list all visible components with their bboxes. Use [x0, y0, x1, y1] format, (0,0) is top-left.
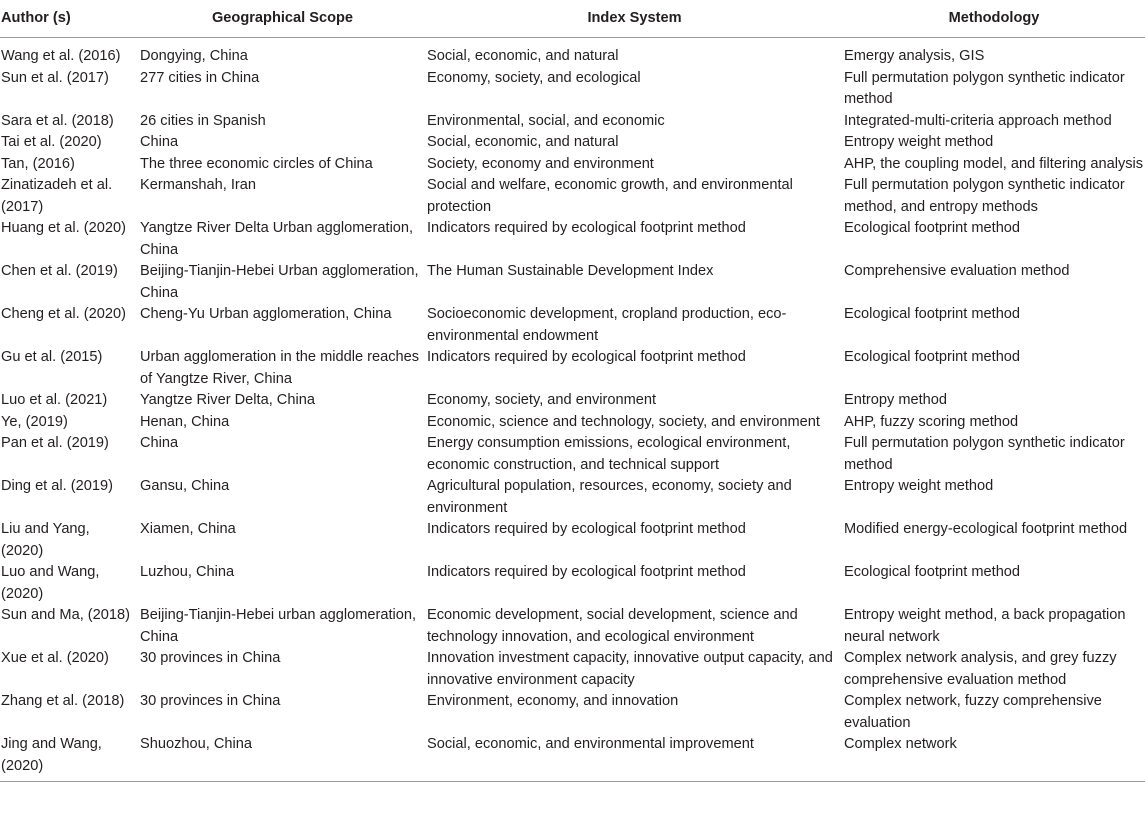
table-row — [0, 691, 1145, 734]
cell-methodology: Complex network analysis, and grey fuzzy comprehensive evaluation method — [844, 650, 1117, 688]
cell-methodology: Ecological footprint method — [844, 349, 1021, 365]
cell-index-system: Economic, science and technology, society, and environment — [427, 413, 820, 430]
cell-methodology: Modified energy-ecological footprint method — [844, 521, 1128, 537]
cell-methodology: Complex network, fuzzy comprehensive evaluation — [844, 693, 1102, 731]
cell-index-system: Social, economic, and natural — [427, 48, 619, 64]
header-author: Author (s) — [0, 0, 139, 38]
cell-index-system: Indicators required by ecological footprint method — [427, 564, 746, 580]
cell-geographical-scope: The three economic circles of China — [140, 155, 373, 172]
table-row — [0, 605, 1145, 648]
cell-index-system: Economy, society, and ecological — [427, 69, 641, 86]
cell-geographical-scope: China — [140, 435, 179, 451]
cell-index-system: Social and welfare, economic growth, and environmental protection — [427, 177, 793, 215]
cell-author: Huang et al. (2020) — [1, 220, 126, 236]
cell-geographical-scope: Shuozhou, China — [140, 736, 252, 752]
cell-geographical-scope: Urban agglomeration in the middle reaches of Yangtze River, China — [140, 349, 420, 387]
cell-geographical-scope: 26 cities in Spanish — [140, 112, 266, 129]
cell-geographical-scope: Yangtze River Delta Urban agglomeration, China — [140, 220, 414, 258]
cell-index-system: Social, economic, and natural — [427, 134, 619, 150]
cell-methodology: Entropy weight method — [844, 134, 994, 150]
cell-methodology: Comprehensive evaluation method — [844, 263, 1070, 279]
cell-author: Liu and Yang, (2020) — [1, 521, 90, 559]
cell-methodology: Entropy weight method — [844, 478, 994, 494]
cell-geographical-scope: Beijing-Tianjin-Hebei urban agglomeration, China — [140, 607, 417, 645]
cell-author: Jing and Wang, (2020) — [1, 736, 102, 774]
cell-author: Sun et al. (2017) — [1, 69, 109, 86]
table-row — [0, 347, 1145, 390]
cell-geographical-scope: Yangtze River Delta, China — [140, 392, 315, 408]
cell-index-system: Economic development, social development, science and technology innovation, and ecological environment — [427, 607, 798, 645]
cell-methodology: Emergy analysis, GIS — [844, 48, 985, 64]
table-row — [0, 519, 1145, 562]
cell-index-system: Environmental, social, and economic — [427, 112, 665, 129]
cell-index-system: Economy, society, and environment — [427, 392, 657, 408]
cell-methodology: Entropy method — [844, 392, 948, 408]
cell-index-system: Indicators required by ecological footprint method — [427, 521, 746, 537]
cell-geographical-scope: Kermanshah, Iran — [140, 177, 257, 193]
cell-index-system: The Human Sustainable Development Index — [427, 263, 714, 279]
cell-author: Zinatizadeh et al. (2017) — [1, 177, 113, 215]
cell-author: Tai et al. (2020) — [1, 134, 102, 150]
cell-methodology: Full permutation polygon synthetic indicator method — [844, 435, 1125, 473]
cell-index-system: Social, economic, and environmental improvement — [427, 736, 754, 752]
table-row — [0, 68, 1145, 111]
cell-author: Ye, (2019) — [1, 413, 68, 430]
cell-author: Pan et al. (2019) — [1, 435, 109, 451]
cell-geographical-scope: 277 cities in China — [140, 69, 260, 86]
cell-methodology: Full permutation polygon synthetic indicator method, and entropy methods — [844, 177, 1125, 215]
table-row — [0, 132, 1145, 154]
cell-methodology: Full permutation polygon synthetic indicator method — [844, 69, 1125, 107]
cell-author: Zhang et al. (2018) — [1, 693, 125, 709]
table-bottom-rule — [0, 781, 1145, 782]
cell-author: Luo et al. (2021) — [1, 392, 108, 408]
cell-geographical-scope: China — [140, 134, 179, 150]
cell-geographical-scope: Beijing-Tianjin-Hebei Urban agglomeration, China — [140, 263, 419, 301]
cell-methodology: Ecological footprint method — [844, 220, 1021, 236]
cell-methodology: Complex network — [844, 736, 957, 752]
table-header — [0, 0, 1145, 38]
cell-author: Tan, (2016) — [1, 155, 75, 172]
header-methodology: Methodology — [843, 0, 1145, 38]
cell-geographical-scope: Xiamen, China — [140, 521, 236, 537]
cell-author: Cheng et al. (2020) — [1, 306, 126, 322]
table-row — [0, 734, 1145, 781]
cell-index-system: Innovation investment capacity, innovative output capacity, and innovative environment capacity — [427, 650, 833, 688]
cell-author: Gu et al. (2015) — [1, 349, 103, 365]
cell-geographical-scope: Henan, China — [140, 413, 230, 430]
cell-index-system: Indicators required by ecological footprint method — [427, 349, 746, 365]
cell-methodology: AHP, fuzzy scoring method — [844, 413, 1019, 430]
cell-author: Xue et al. (2020) — [1, 650, 109, 666]
cell-geographical-scope: Dongying, China — [140, 48, 248, 64]
cell-methodology: AHP, the coupling model, and filtering analysis — [844, 155, 1144, 172]
cell-methodology: Integrated-multi-criteria approach method — [844, 112, 1112, 129]
cell-author: Sara et al. (2018) — [1, 112, 114, 129]
cell-methodology: Ecological footprint method — [844, 306, 1021, 322]
cell-index-system: Indicators required by ecological footprint method — [427, 220, 746, 236]
table-body — [0, 38, 1145, 782]
cell-author: Luo and Wang, (2020) — [1, 564, 100, 602]
header-row — [0, 0, 1145, 38]
table-row — [0, 476, 1145, 519]
cell-geographical-scope: 30 provinces in China — [140, 693, 281, 709]
cell-index-system: Agricultural population, resources, economy, society and environment — [427, 478, 792, 516]
cell-methodology: Ecological footprint method — [844, 564, 1021, 580]
table-row — [0, 175, 1145, 218]
table-row — [0, 412, 1145, 434]
cell-author: Ding et al. (2019) — [1, 478, 113, 494]
cell-index-system: Energy consumption emissions, ecological environment, economic construction, and technical support — [427, 435, 791, 473]
cell-author: Chen et al. (2019) — [1, 263, 118, 279]
table-row — [0, 304, 1145, 347]
table-row — [0, 38, 1145, 68]
cell-index-system: Society, economy and environment — [427, 155, 654, 172]
cell-geographical-scope: Cheng-Yu Urban agglomeration, China — [140, 306, 392, 322]
cell-geographical-scope: 30 provinces in China — [140, 650, 281, 666]
cell-index-system: Environment, economy, and innovation — [427, 693, 679, 709]
cell-index-system: Socioeconomic development, cropland production, eco-environmental endowment — [427, 306, 787, 344]
table-row — [0, 218, 1145, 261]
table-row — [0, 111, 1145, 133]
header-index-system: Index System — [426, 0, 843, 38]
header-geographical-scope: Geographical Scope — [139, 0, 426, 38]
cell-author: Wang et al. (2016) — [1, 48, 121, 64]
table-row — [0, 648, 1145, 691]
table-row — [0, 562, 1145, 605]
table-row — [0, 261, 1145, 304]
table-row — [0, 433, 1145, 476]
cell-geographical-scope: Gansu, China — [140, 478, 230, 494]
cell-methodology: Entropy weight method, a back propagation neural network — [844, 607, 1126, 645]
cell-author: Sun and Ma, (2018) — [1, 607, 130, 623]
table-row — [0, 390, 1145, 412]
table-row — [0, 154, 1145, 176]
cell-geographical-scope: Luzhou, China — [140, 564, 235, 580]
